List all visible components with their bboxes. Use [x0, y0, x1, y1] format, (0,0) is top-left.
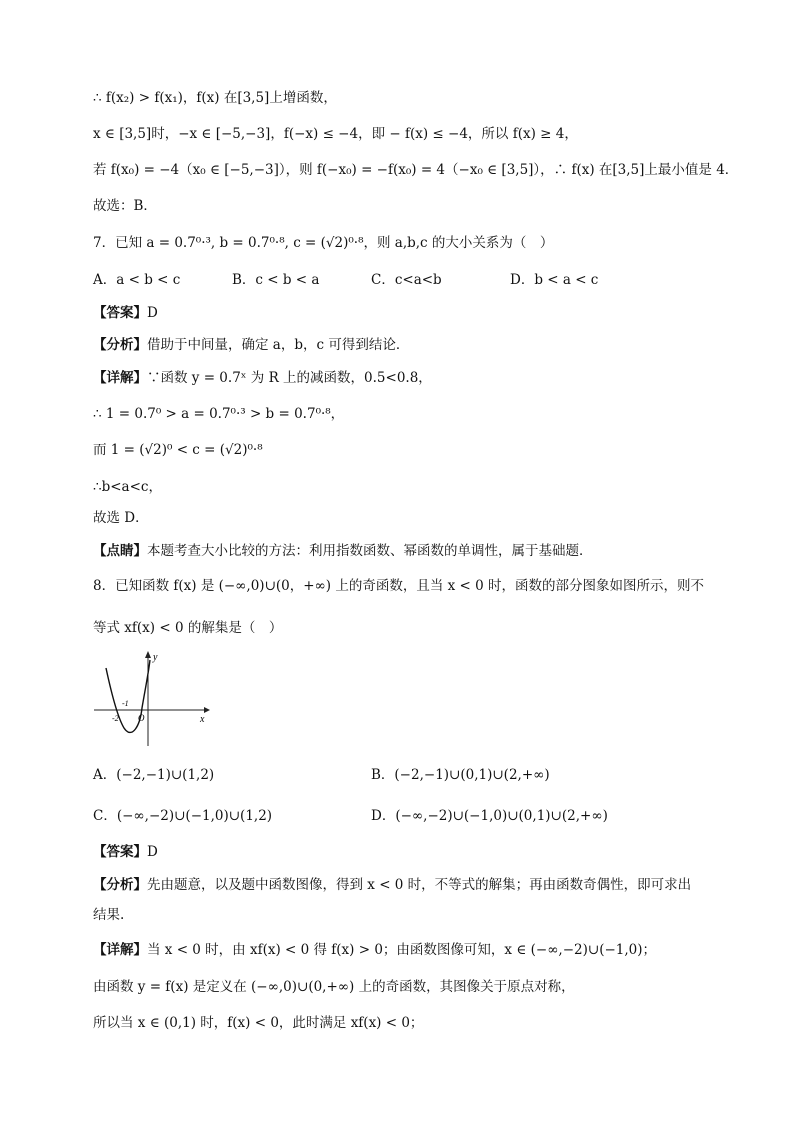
analysis-text: 先由题意，以及题中函数图像，得到 x < 0 时，不等式的解集；再由函数奇偶性，即可求出 [147, 877, 692, 893]
text-line: 结果. [93, 907, 125, 923]
q8-analysis [93, 875, 691, 895]
answer-value: D [147, 305, 158, 321]
q8-option-d: D．(−∞,−2)∪(−1,0)∪(0,1)∪(2,+∞) [371, 808, 608, 824]
text-line: 由函数 y = f(x) 是定义在 (−∞,0)∪(0,+∞) 上的奇函数，其图像关于原点对称， [93, 979, 575, 995]
text-line: 而 1 = (√2)⁰ < c = (√2)⁰·⁸ [93, 442, 263, 458]
answer-tag: 【答案】 [93, 305, 147, 321]
detail-text: 当 x < 0 时，由 xf(x) < 0 得 f(x) > 0；由函数图像可知，x ∈ (−∞,−2)∪(−1,0)； [147, 942, 657, 958]
analysis-text: 借助于中间量，确定 a，b，c 可得到结论． [147, 337, 410, 353]
text-line: 故选：B． [93, 198, 157, 214]
q7-answer [93, 303, 158, 323]
detail-tag: 【详解】 [93, 942, 147, 958]
question-8: 8．已知函数 f(x) 是 (−∞,0)∪(0，+∞) 上的奇函数，且当 x < 0 时，函数的部分图象如图所示，则不 [93, 578, 705, 594]
q7-comment [93, 541, 593, 561]
q7-analysis [93, 335, 409, 355]
tick-label-minus-2: -2 [112, 714, 119, 723]
comment-text: 本题考查大小比较的方法：利用指数函数、幂函数的单调性，属于基础题． [147, 543, 593, 559]
text-line: 故选 D． [93, 510, 149, 526]
detail-tag: 【详解】 [93, 370, 147, 386]
q8-option-c: C．(−∞,−2)∪(−1,0)∪(1,2) [93, 808, 273, 824]
y-axis-arrow [145, 651, 151, 658]
text-line: ∴ 1 = 0.7⁰ > a = 0.7⁰·³ > b = 0.7⁰·⁸， [93, 406, 345, 422]
q8-option-b: B．(−2,−1)∪(0,1)∪(2,+∞) [371, 767, 550, 783]
tick-label-minus-1: -1 [122, 699, 129, 708]
answer-tag: 【答案】 [93, 844, 147, 860]
q7-detail [93, 368, 432, 388]
text-line: 若 f(x₀) = −4（x₀ ∈ [−5,−3]），则 f(−x₀) = −f(x₀) = 4（−x₀ ∈ [3,5]），∴ f(x) 在[3,5]上最小值是 4． [93, 162, 739, 178]
text-line: ∴b<a<c， [93, 479, 162, 495]
text-line: x ∈ [3,5]时，−x ∈ [−5,−3]，f(−x) ≤ −4，即 − f(x) ≤ −4，所以 f(x) ≥ 4， [93, 126, 578, 142]
y-axis-label: y [153, 652, 158, 663]
function-graph [92, 648, 212, 750]
comment-tag: 【点睛】 [93, 543, 147, 559]
q8-answer [93, 842, 158, 862]
detail-text: ∵函数 y = 0.7ˣ 为 R 上的减函数，0.5<0.8， [147, 370, 432, 386]
q7-option-b: B．c < b < a [232, 272, 320, 288]
origin-label: O [138, 713, 145, 723]
x-axis-label: x [200, 714, 205, 725]
q8-detail [93, 940, 656, 960]
text-line: 所以当 x ∈ (0,1) 时，f(x) < 0，此时满足 xf(x) < 0； [93, 1015, 424, 1031]
text-line: 等式 xf(x) < 0 的解集是（ ） [93, 620, 283, 636]
text-line: ∴ f(x₂) > f(x₁)，f(x) 在[3,5]上增函数， [93, 90, 337, 106]
answer-value: D [147, 844, 158, 860]
analysis-tag: 【分析】 [93, 337, 147, 353]
q7-option-d: D．b < a < c [510, 272, 599, 288]
q7-option-a: A．a < b < c [93, 272, 181, 288]
q7-option-c: C．c<a<b [371, 272, 442, 288]
q8-option-a: A．(−2,−1)∪(1,2) [93, 767, 215, 783]
question-7: 7．已知 a = 0.7⁰·³, b = 0.7⁰·⁸, c = (√2)⁰·⁸，则 a,b,c 的大小关系为（ ） [93, 235, 554, 251]
x-axis-arrow [204, 707, 210, 713]
analysis-tag: 【分析】 [93, 877, 147, 893]
